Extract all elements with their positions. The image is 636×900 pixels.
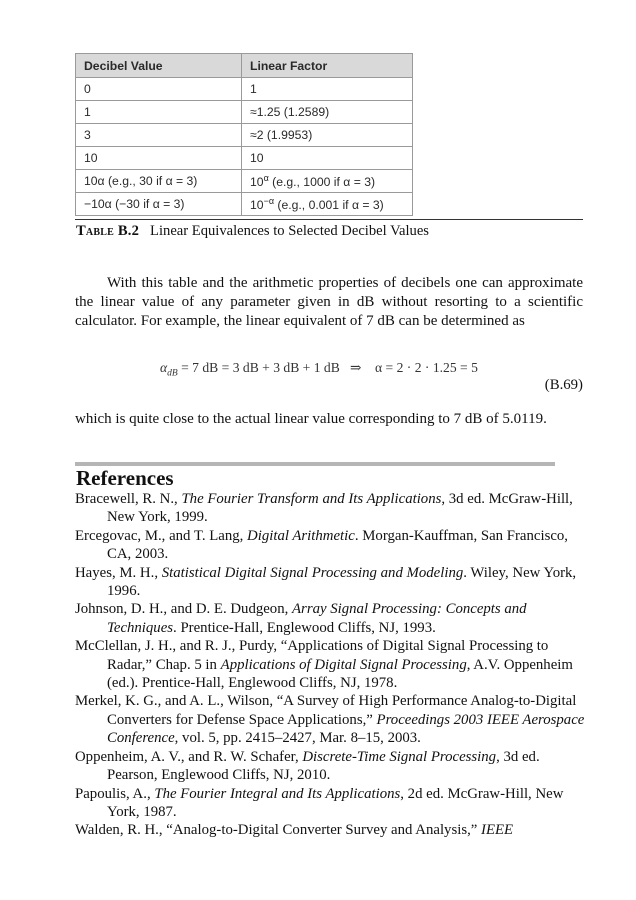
- ref-title: Discrete-Time Signal Processing: [302, 748, 497, 765]
- table-bottom-rule: [75, 219, 583, 220]
- equation-lhs: α: [160, 360, 168, 375]
- ref-title: The Fourier Transform and Its Applications: [181, 491, 442, 507]
- table-row: [76, 170, 413, 193]
- table-cell: 10α (e.g., 30 if α = 3): [76, 170, 242, 193]
- body-paragraph-2: which is quite close to the actual linear value corresponding to 7 dB of 5.0119.: [75, 411, 547, 427]
- table-cell: 1: [242, 78, 413, 101]
- reference-item: [75, 748, 590, 785]
- table-row: [76, 78, 413, 101]
- ref-title: IEEE: [481, 822, 514, 839]
- table-row: [76, 147, 413, 170]
- ref-authors: Ercegovac, M., and T. Lang,: [75, 527, 248, 544]
- ref-details: , 3d ed. Pearson, Englewood Cliffs, NJ, 2010.: [107, 748, 540, 784]
- table-caption: [76, 223, 429, 240]
- table-cell: 10: [76, 147, 242, 170]
- ref-details: , vol. 5, pp. 2415–2427, Mar. 8–15, 2003.: [174, 730, 421, 747]
- table-cell: 3: [76, 124, 242, 147]
- table-header-row: [76, 54, 413, 78]
- equation-number: (B.69): [544, 377, 583, 393]
- table-cell: $10^{-\alpha}$ (e.g., 0.001 if α = 3): [242, 193, 413, 216]
- equation-result: α = 2 · 2 · 1.25 = 5: [375, 360, 478, 375]
- table-cell: −10α (−30 if α = 3): [76, 193, 242, 216]
- reference-item: [75, 600, 590, 637]
- ref-title: Applications of Digital Signal Processing: [220, 656, 467, 673]
- column-header-decibel: Decibel Value: [76, 54, 242, 78]
- table-cell: 10: [242, 147, 413, 170]
- column-header-linear: Linear Factor: [242, 54, 413, 78]
- table-cell: ≈2 (1.9953): [242, 124, 413, 147]
- ref-title: Statistical Digital Signal Processing and Modeling: [161, 564, 464, 581]
- equation-lhs-subscript: dB: [167, 368, 178, 379]
- reference-item: [75, 527, 590, 564]
- ref-authors: Bracewell, R. N.,: [75, 491, 182, 507]
- ref-title: Digital Arithmetic: [247, 527, 355, 544]
- ref-authors: Johnson, D. H., and D. E. Dudgeon,: [75, 601, 293, 618]
- table-cell: ≈1.25 (1.2589): [242, 101, 413, 124]
- implies-arrow: ⇒: [350, 360, 362, 375]
- references-list: [75, 490, 590, 840]
- table-cell: $10^\alpha$ (e.g., 1000 if α = 3): [242, 170, 413, 193]
- ref-details: , A.V. Oppenheim (ed.). Prentice-Hall, Englewood Cliffs, NJ, 1978.: [107, 656, 573, 692]
- ref-authors: Hayes, M. H.,: [75, 564, 162, 581]
- ref-title: Array Signal Processing: Concepts and Techniques: [107, 601, 527, 636]
- ref-authors: Merkel, K. G., and A. L., Wilson, “A Survey of High Performance Analog-to-Digital Converters for Defense Space Applications,”: [75, 693, 577, 728]
- equation-expression: = 7 dB = 3 dB + 3 dB + 1 dB: [181, 360, 340, 375]
- ref-details: , 3d ed. McGraw-Hill, New York, 1999.: [107, 491, 573, 526]
- reference-item: [75, 637, 590, 692]
- body-paragraph-1: With this table and the arithmetic properties of decibels one can approximate the linear value of any parameter given in dB without resorting to a scientific calculator. For example, the linear equivalent of 7 dB can be determined as: [75, 275, 583, 329]
- caption-label: Table B.2: [76, 223, 140, 239]
- ref-details: , 2d ed. McGraw-Hill, New York, 1987.: [107, 785, 564, 820]
- table-cell: 1: [76, 101, 242, 124]
- ref-title: The Fourier Integral and Its Applications: [154, 785, 401, 802]
- ref-details: . Prentice-Hall, Englewood Cliffs, NJ, 1993.: [173, 619, 436, 636]
- table-row: [76, 193, 413, 216]
- ref-details: . Morgan-Kauffman, San Francisco, CA, 2003.: [107, 527, 568, 563]
- ref-title: Proceedings 2003 IEEE Aerospace Conference: [107, 711, 585, 747]
- reference-item: [75, 490, 590, 527]
- caption-text: Linear Equivalences to Selected Decibel Values: [150, 223, 429, 239]
- table-cell: 0: [76, 78, 242, 101]
- reference-item: [75, 821, 590, 839]
- equation-b69: [160, 360, 478, 379]
- ref-authors: Walden, R. H., “Analog-to-Digital Converter Survey and Analysis,”: [75, 822, 482, 839]
- ref-authors: McClellan, J. H., and R. J., Purdy, “Applications of Digital Signal Processing to Radar,” Chap. 5 in: [75, 638, 549, 673]
- table-row: [76, 124, 413, 147]
- ref-authors: Papoulis, A.,: [75, 785, 155, 802]
- reference-item: [75, 785, 590, 822]
- decibel-table: [75, 53, 413, 216]
- table-row: [76, 101, 413, 124]
- ref-authors: Oppenheim, A. V., and R. W. Schafer,: [75, 748, 303, 765]
- ref-details: . Wiley, New York, 1996.: [107, 564, 577, 600]
- reference-item: [75, 564, 590, 601]
- reference-item: [75, 692, 590, 747]
- references-heading: References: [76, 466, 174, 490]
